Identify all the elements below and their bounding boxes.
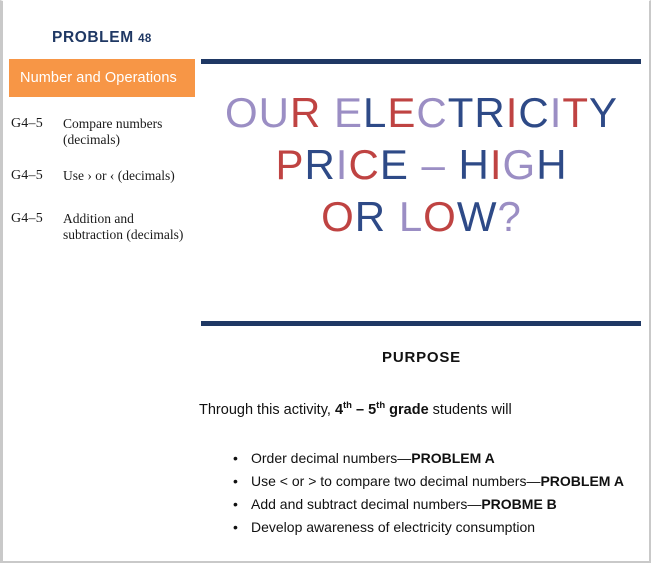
- title-letter: U: [258, 89, 290, 136]
- title-letter: C: [518, 89, 550, 136]
- skill-row: [11, 116, 195, 148]
- title-letter: W: [456, 193, 498, 240]
- list-item-reference: PROBLEM A: [540, 473, 624, 489]
- title-letter: L: [362, 89, 388, 136]
- purpose-bullet-list: [233, 448, 651, 540]
- list-item: [233, 517, 651, 538]
- list-item-text: Develop awareness of electricity consumption: [251, 519, 536, 535]
- title-letter: C: [348, 141, 380, 188]
- list-item-text: Use < or > to compare two decimal numbers—: [251, 473, 541, 489]
- intro-grade-start-sup: th: [343, 400, 352, 411]
- list-item: [233, 448, 651, 469]
- bullet-icon: •: [233, 473, 238, 489]
- strand-label: Number and Operations: [20, 70, 177, 86]
- title-letter: H: [458, 141, 490, 188]
- problem-label: PROBLEM: [52, 29, 134, 46]
- title-letter: –: [408, 141, 459, 188]
- title-letter: T: [562, 89, 590, 136]
- title-line-2: [195, 139, 648, 191]
- list-item-reference: PROBLEM A: [411, 450, 495, 466]
- skill-grade: G4–5: [11, 116, 43, 131]
- list-item: [233, 494, 651, 515]
- title-letter: E: [379, 141, 409, 188]
- title-line-1: [195, 87, 648, 139]
- title-letter: I: [335, 141, 349, 188]
- skill-text: Addition and subtraction (decimals): [63, 211, 184, 242]
- intro-prefix: Through this activity,: [199, 401, 335, 418]
- skill-row: [11, 211, 195, 243]
- skill-grade: G4–5: [11, 211, 43, 226]
- intro-grade-start: 4th: [334, 400, 352, 418]
- skill-grade: G4–5: [11, 168, 43, 183]
- title-letter: [321, 89, 334, 136]
- title-rule-bottom: [201, 321, 641, 326]
- skill-row: [11, 168, 195, 184]
- bullet-icon: •: [233, 450, 238, 466]
- title-letter: [386, 193, 399, 240]
- title-letter: I: [505, 89, 519, 136]
- skill-text: Use › or ‹ (decimals): [63, 168, 175, 183]
- intro-suffix: students will: [428, 401, 512, 418]
- title-letter: O: [224, 89, 259, 136]
- intro-grade-end: – 5th: [351, 400, 386, 418]
- title-letter: R: [304, 141, 336, 188]
- problem-number: 48: [138, 33, 152, 45]
- main-content: [195, 1, 649, 561]
- title-letter: R: [474, 89, 506, 136]
- title-letter: O: [423, 193, 457, 240]
- intro-grade-word: grade: [385, 401, 429, 418]
- list-item-reference: PROBME B: [481, 496, 557, 512]
- purpose-heading: PURPOSE: [382, 349, 461, 366]
- title-letter: R: [289, 89, 322, 136]
- title-letter: G: [502, 141, 537, 188]
- problem-header: [52, 29, 152, 47]
- title-letter: I: [549, 89, 563, 136]
- intro-grade-end-sup: th: [376, 400, 386, 411]
- title-letter: T: [447, 89, 475, 136]
- title-letter: L: [398, 193, 424, 240]
- page-title: [195, 87, 648, 243]
- skill-text: Compare numbers (decimals): [63, 116, 163, 147]
- sidebar: [3, 1, 195, 561]
- bullet-icon: •: [233, 519, 238, 535]
- title-letter: E: [333, 89, 363, 136]
- title-letter: ?: [497, 193, 522, 240]
- list-item-text: Order decimal numbers—: [251, 450, 412, 466]
- purpose-intro: [199, 400, 512, 418]
- bullet-icon: •: [233, 496, 238, 512]
- list-item: [233, 471, 651, 492]
- title-letter: R: [354, 193, 387, 240]
- title-letter: I: [489, 141, 503, 188]
- title-letter: O: [321, 193, 355, 240]
- title-line-3: [195, 191, 648, 243]
- title-letter: E: [387, 89, 417, 136]
- title-letter: C: [416, 89, 448, 136]
- title-letter: Y: [589, 89, 619, 136]
- title-letter: P: [275, 141, 305, 188]
- strand-banner: [9, 59, 195, 97]
- title-rule-top: [201, 59, 641, 64]
- title-letter: H: [536, 141, 568, 188]
- list-item-text: Add and subtract decimal numbers—: [251, 496, 482, 512]
